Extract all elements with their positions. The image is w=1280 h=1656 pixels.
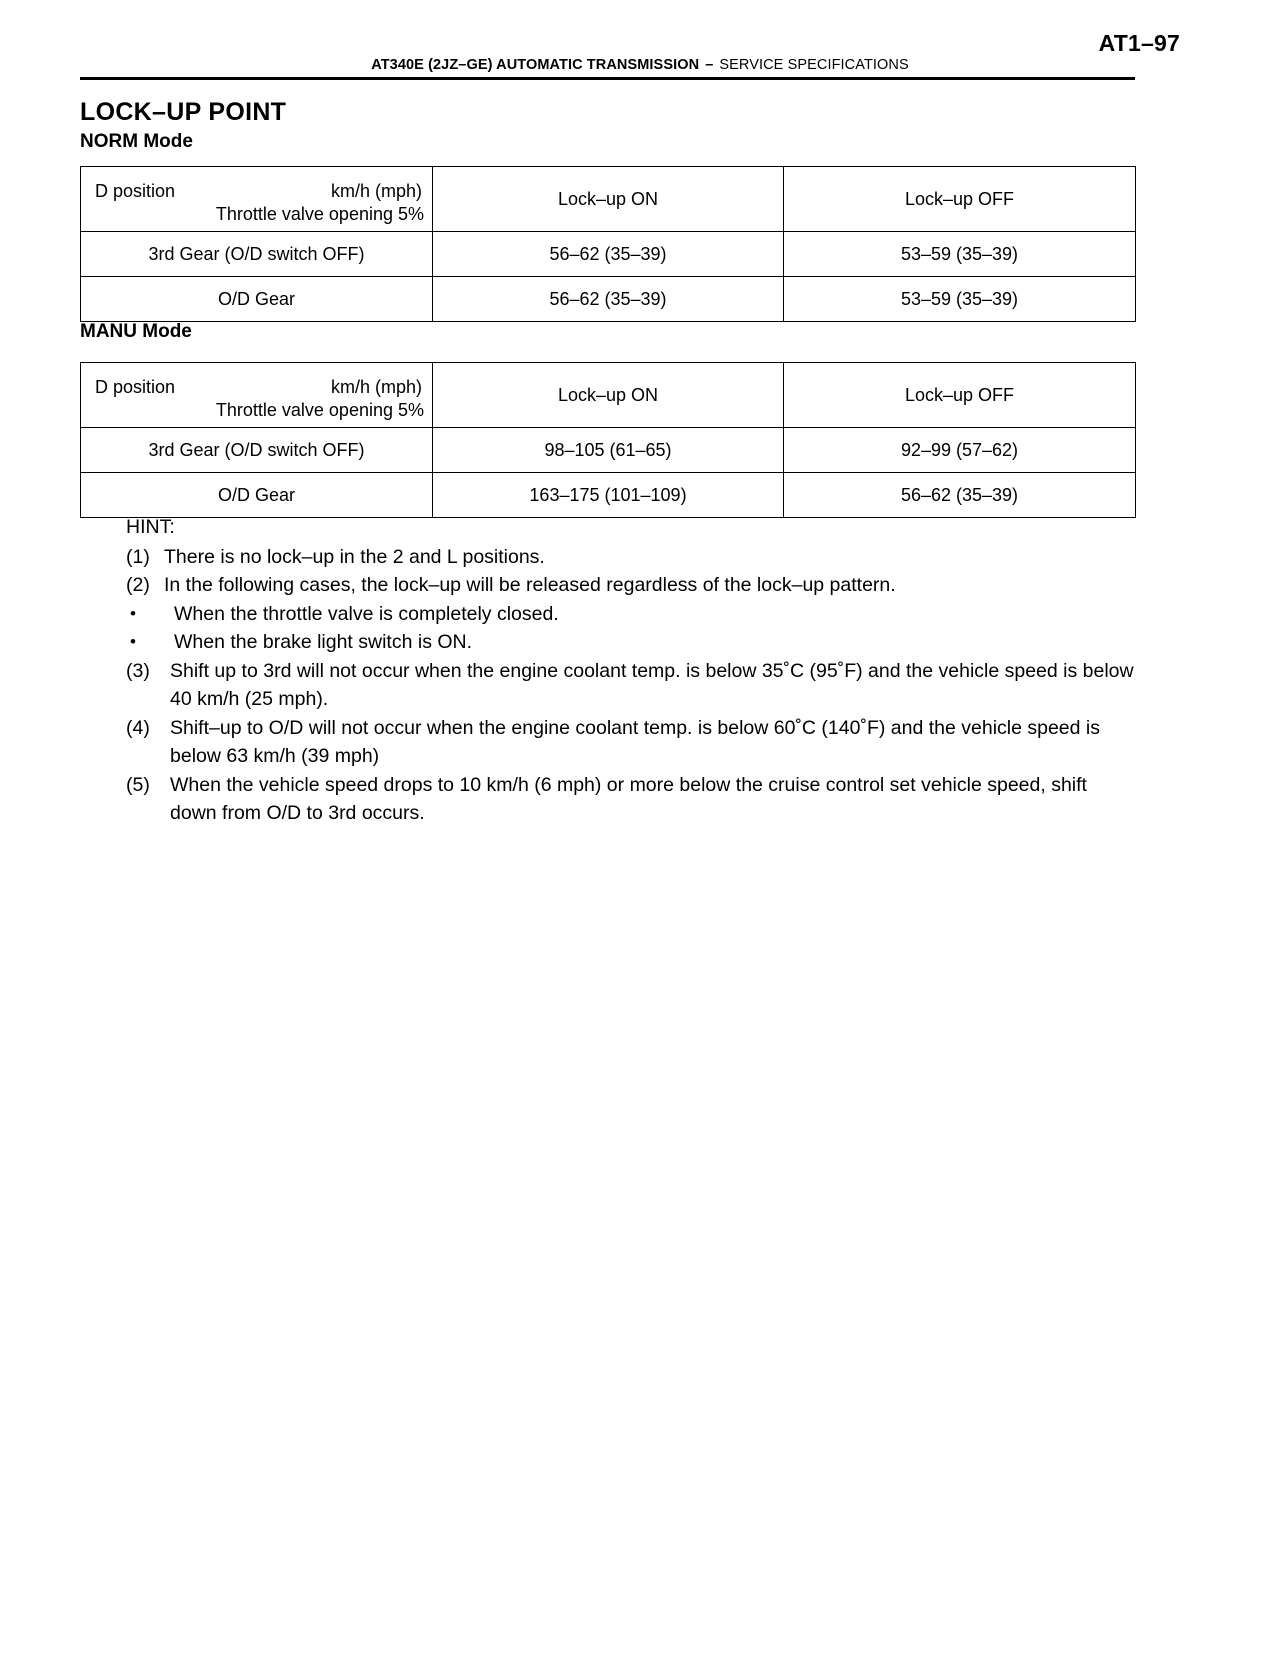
- header-divider-rule: [80, 77, 1135, 80]
- cell-gear: O/D Gear: [81, 277, 433, 322]
- header-cell-lockup-off: Lock–up OFF: [784, 363, 1136, 428]
- table-row: [81, 232, 1136, 277]
- page-number: AT1–97: [1098, 30, 1180, 56]
- hint-text: Shift–up to O/D will not occur when the engine coolant temp. is below 60˚C (140˚F) and the vehicle speed is below 63 km/h (39 mph): [170, 716, 1101, 767]
- bullet-icon: •: [130, 603, 136, 623]
- hint-text: When the vehicle speed drops to 10 km/h (6 mph) or more below the cruise control set vehicle speed, shift down from O/D to 3rd occurs.: [170, 773, 1087, 824]
- cell-lockup-on: 56–62 (35–39): [433, 232, 784, 277]
- hint-text: There is no lock–up in the 2 and L positions.: [164, 545, 545, 568]
- hint-text: When the throttle valve is completely closed.: [174, 602, 559, 625]
- cell-lockup-on: 56–62 (35–39): [433, 277, 784, 322]
- table-row: [81, 428, 1136, 473]
- bullet-icon: •: [130, 632, 136, 651]
- header-units-label: km/h (mph): [330, 377, 422, 397]
- running-header-title: AT340E (2JZ–GE) AUTOMATIC TRANSMISSION: [371, 57, 700, 73]
- cell-gear: O/D Gear: [81, 473, 433, 518]
- header-cell-condition: [81, 363, 433, 428]
- hint-block: [126, 513, 1138, 828]
- running-header-section: SERVICE SPECIFICATIONS: [719, 57, 909, 73]
- cell-gear: 3rd Gear (O/D switch OFF): [81, 232, 433, 277]
- header-condition-line1: [81, 173, 432, 202]
- header-condition-line1: [81, 369, 432, 398]
- hint-item: [126, 714, 1138, 771]
- header-throttle-label: Throttle valve opening 5%: [215, 400, 424, 420]
- cell-lockup-off: 53–59 (35–39): [784, 232, 1136, 277]
- hint-item: [126, 571, 1138, 600]
- hint-marker: (1): [126, 545, 150, 568]
- page-title: LOCK–UP POINT: [80, 98, 287, 126]
- hint-marker: (3): [126, 659, 150, 682]
- cell-lockup-on: 163–175 (101–109): [433, 473, 784, 518]
- hint-text: In the following cases, the lock–up will be released regardless of the lock–up pattern.: [164, 574, 896, 596]
- header-d-position-label: D position: [95, 377, 176, 397]
- cell-gear: 3rd Gear (O/D switch OFF): [81, 428, 433, 473]
- hint-label: HINT:: [126, 516, 175, 538]
- running-header-separator: –: [705, 57, 714, 73]
- hint-item: [126, 600, 1138, 629]
- hint-item: [126, 657, 1138, 714]
- section-heading-norm: NORM Mode: [80, 131, 193, 152]
- manu-mode-table: [80, 362, 1136, 518]
- hint-marker: (2): [126, 574, 150, 596]
- header-units-label: km/h (mph): [330, 181, 422, 201]
- hint-item: [126, 771, 1138, 828]
- table-row: [81, 473, 1136, 518]
- cell-lockup-on: 98–105 (61–65): [433, 428, 784, 473]
- hint-text: Shift up to 3rd will not occur when the engine coolant temp. is below 35˚C (95˚F) and the vehicle speed is below 40 km/h (25 mph).: [170, 659, 1134, 710]
- hint-item: [126, 543, 1138, 572]
- table-header-row: [81, 167, 1136, 232]
- hint-marker: (5): [126, 773, 150, 796]
- hint-item: [126, 628, 1138, 657]
- header-cell-lockup-off: Lock–up OFF: [784, 167, 1136, 232]
- running-header: [0, 57, 1280, 73]
- table-header-row: [81, 363, 1136, 428]
- hint-marker: (4): [126, 716, 150, 739]
- header-cell-lockup-on: Lock–up ON: [433, 167, 784, 232]
- header-throttle-label: Throttle valve opening 5%: [215, 204, 424, 224]
- header-cell-lockup-on: Lock–up ON: [433, 363, 784, 428]
- header-cell-condition: [81, 167, 433, 232]
- cell-lockup-off: 53–59 (35–39): [784, 277, 1136, 322]
- norm-mode-table: [80, 166, 1136, 322]
- section-heading-manu: MANU Mode: [80, 321, 192, 342]
- hint-text: When the brake light switch is ON.: [174, 631, 473, 653]
- cell-lockup-off: 92–99 (57–62): [784, 428, 1136, 473]
- cell-lockup-off: 56–62 (35–39): [784, 473, 1136, 518]
- header-d-position-label: D position: [95, 181, 176, 201]
- table-row: [81, 277, 1136, 322]
